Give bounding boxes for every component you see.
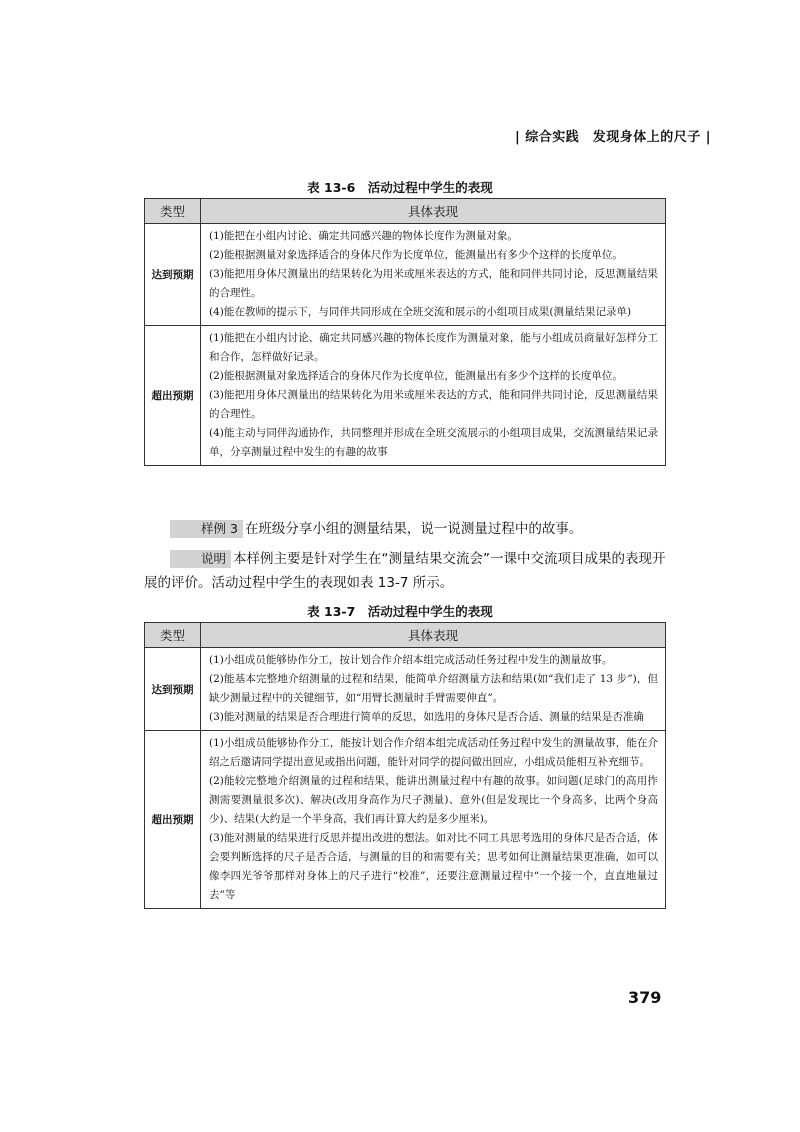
list-item: (1)能把在小组内讨论、确定共同感兴趣的物体长度作为测量对象，能与小组成员商量好怎样分工和合作，怎样做好记录。 xyxy=(209,332,658,363)
row-type: 超出预期 xyxy=(145,326,201,466)
list-item: (3)能对测量的结果进行反思并提出改进的想法。如对比不同工具思考选用的身体尺是否合适，体会要判断选择的尺子是否合适，与测量的目的和需要有关；思考如何让测量结果更准确，如可以像李四光爷爷那样对身体上的尺子进行“校准”，还要注意测量过程中“一个接一个，直直地量过去”等 xyxy=(209,832,658,901)
list-item: (1)小组成员能够协作分工，按计划合作介绍本组完成活动任务过程中发生的测量故事。 xyxy=(209,654,613,666)
column-header-description: 具体表现 xyxy=(201,199,666,224)
row-type: 达到预期 xyxy=(145,648,201,731)
row-description xyxy=(201,731,666,909)
list-item: (2)能基本完整地介绍测量的过程和结果，能简单介绍测量方法和结果(如“我们走了 13 步”)，但缺少测量过程中的关键细节，如“用臂长测量时手臂需要伸直”。 xyxy=(209,673,658,704)
list-item: (2)能根据测量对象选择适合的身体尺作为长度单位，能测量出有多少个这样的长度单位。 xyxy=(209,370,623,382)
table-row xyxy=(145,731,666,909)
row-type: 达到预期 xyxy=(145,224,201,326)
list-item: (1)能把在小组内讨论、确定共同感兴趣的物体长度作为测量对象。 xyxy=(209,230,518,242)
page-number: 379 xyxy=(628,988,662,1007)
column-header-description: 具体表现 xyxy=(201,623,666,648)
table-13-6-caption: 表 13-6 活动过程中学生的表现 xyxy=(307,180,493,195)
list-item: (4)能主动与同伴沟通协作，共同整理并形成在全班交流展示的小组项目成果，交流测量结果记录单，分享测量过程中发生的有趣的故事 xyxy=(209,427,658,458)
table-13-6 xyxy=(144,198,666,466)
row-description xyxy=(201,224,666,326)
list-item: (2)能根据测量对象选择适合的身体尺作为长度单位，能测量出有多少个这样的长度单位。 xyxy=(209,249,623,261)
table-13-7 xyxy=(144,622,666,909)
example-paragraph xyxy=(144,517,666,541)
table-header-row xyxy=(145,623,666,648)
row-type: 超出预期 xyxy=(145,731,201,909)
column-header-type: 类型 xyxy=(145,199,201,224)
table-row xyxy=(145,224,666,326)
note-tag: 说明 xyxy=(170,550,231,568)
table-13-7-caption: 表 13-7 活动过程中学生的表现 xyxy=(307,604,493,619)
list-item: (1)小组成员能够协作分工，能按计划合作介绍本组完成活动任务过程中发生的测量故事，能在介绍之后邀请同学提出意见或指出问题，能针对同学的提问做出回应，小组成员能相互补充细节。 xyxy=(209,737,658,768)
table-row xyxy=(145,326,666,466)
column-header-type: 类型 xyxy=(145,623,201,648)
example-text: 在班级分享小组的测量结果，说一说测量过程中的故事。 xyxy=(244,521,583,537)
list-item: (3)能把用身体尺测量出的结果转化为用米或厘米表达的方式，能和同伴共同讨论，反思测量结果的合理性。 xyxy=(209,268,658,299)
note-paragraph xyxy=(144,547,666,595)
list-item: (2)能较完整地介绍测量的过程和结果，能讲出测量过程中有趣的故事。如问题(足球门的高用拃测需要测量很多次)、解决(改用身高作为尺子测量)、意外(但是发现比一个身高多，比两个身高少)、结果(大约是一个半身高，我们再计算大约是多少厘米)。 xyxy=(209,775,658,825)
list-item: (3)能对测量的结果是否合理进行简单的反思，如选用的身体尺是否合适、测量的结果是否准确 xyxy=(209,711,644,723)
running-head: | 综合实践 发现身体上的尺子 | xyxy=(514,130,711,145)
note-text: 本样例主要是针对学生在“测量结果交流会”一课中交流项目成果的表现开展的评价。活动过程中学生的表现如表 13-7 所示。 xyxy=(144,551,666,591)
table-row xyxy=(145,648,666,731)
row-description xyxy=(201,648,666,731)
table-header-row xyxy=(145,199,666,224)
example-tag: 样例 3 xyxy=(170,520,243,538)
list-item: (3)能把用身体尺测量出的结果转化为用米或厘米表达的方式，能和同伴共同讨论，反思测量结果的合理性。 xyxy=(209,389,658,420)
list-item: (4)能在教师的提示下，与同伴共同形成在全班交流和展示的小组项目成果(测量结果记录单) xyxy=(209,306,632,318)
row-description xyxy=(201,326,666,466)
